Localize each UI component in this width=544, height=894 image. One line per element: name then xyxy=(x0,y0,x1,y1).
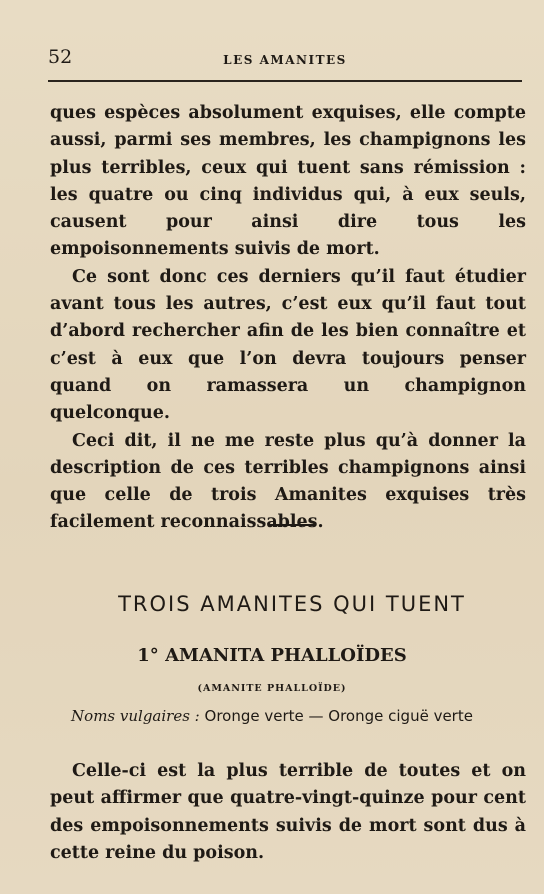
header-rule xyxy=(48,80,522,83)
section-title: TROIS AMANITES QUI TUENT xyxy=(118,592,466,616)
running-title: LES AMANITES xyxy=(223,53,347,67)
page-number: 52 xyxy=(48,46,73,68)
paragraph: Ce sont donc ces derniers qu’il faut étudier avant tous les autres, c’est eux qu’il faut tout d’abord rechercher afin de les bien connaître et c’est à eux que l’on devra toujours penser quand on ramassera un champignon quelconque. xyxy=(50,266,526,424)
vernacular-list: Oronge verte — Oronge ciguë verte xyxy=(204,707,473,725)
section-divider xyxy=(268,524,314,526)
paragraph: Ceci dit, il ne me reste plus qu’à donner la description de ces terribles champignons ainsi que celle de trois Amanites exquises très facilement reconnaissables. xyxy=(50,430,526,533)
species-subtitle: (AMANITE PHALLOÏDE) xyxy=(197,683,347,694)
section-body xyxy=(50,758,526,867)
running-head xyxy=(48,46,522,76)
vernacular-label: Noms vulgaires : xyxy=(71,707,200,725)
paragraph-continued: ques espèces absolument exquises, elle compte aussi, parmi ses membres, les champignons les plus terribles, ceux qui tuent sans rémission : les quatre ou cinq individus qui, à eux seuls, causent pour ainsi dire tous les empoisonnements suivis de mort. xyxy=(50,103,526,260)
species-title: 1° AMANITA PHALLOÏDES xyxy=(137,645,407,666)
vernacular-names xyxy=(0,707,544,725)
paragraph: Celle-ci est la plus terrible de toutes et on peut affirmer que quatre-vingt-quinze pour cent des empoisonnements suivis de mort sont dus à cette reine du poison. xyxy=(50,761,526,863)
body-text xyxy=(50,100,526,537)
